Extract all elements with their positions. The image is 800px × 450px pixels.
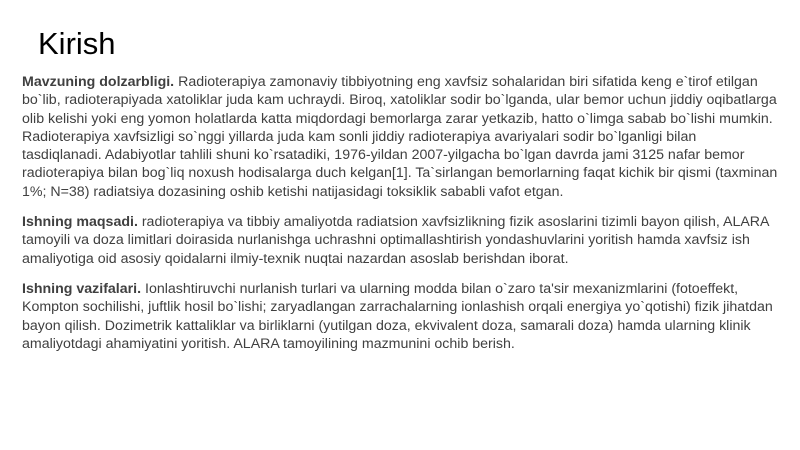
paragraph-text: Radioterapiya zamonaviy tibbiyotning eng xavfsiz sohalaridan biri sifatida keng e`tirof etilgan bo`lib, radioterapiyada xatoliklar juda kam uchraydi. Biroq, xatoliklar sodir bo`lganda, ular bemor uchun jiddiy oqibatlarga olib kelishi yoki eng yomon holatlarda katta miqdordagi bemorlarga zarar yetkazib, hatto o`limga sabab bo`lishi mumkin. Radioterapiya xavfsizligi so`nggi yillarda juda kam sonli jiddiy radioterapiya avariyalari sodir bo`lganligi bilan tasdiqlanadi. Adabiyotlar tahlili shuni ko`rsatadiki, 1976-yildan 2007-yilgacha bo`lgan davrda jami 3125 nafar bemor radioterapiya bilan bog`liq noxush hodisalarga duch kelgan[1]. Ta`sirlangan bemorlarning faqat kichik bir qismi (taxminan 1%; N=38) radiatsiya dozasining oshib ketishi natijasidagi toksiklik sababli vafot etgan. <box>22 74 778 200</box>
paragraph-text: radioterapiya va tibbiy amaliyotda radiatsion xavfsizlikning fizik asoslarini tizimli bayon qilish, ALARA tamoyili va doza limitlari doirasida nurlanishga uchrashni optimallashtirish yondashuvlarini yoritish hamda xavfsiz ish amaliyotiga oid asosiy qoidalarni ilmiy-texnik nuqtai nazardan asoslab berishdan iborat. <box>22 214 769 267</box>
paragraph-tasks <box>22 280 778 353</box>
paragraph-goal <box>22 213 778 268</box>
slide-body <box>22 73 778 365</box>
slide-title: Kirish <box>38 26 116 61</box>
paragraph-lead: Ishning vazifalari. <box>22 280 142 297</box>
paragraph-lead: Ishning maqsadi. <box>22 214 138 231</box>
paragraph-text: Ionlashtiruvchi nurlanish turlari va ularning modda bilan o`zaro ta'sir mexanizmlarini (fotoeffekt, Kompton sochilishi, juftlik hosil bo`lishi; zaryadlangan zarrachalarning ionlashish orqali energiya yo`qotishi) fizik jihatdan bayon qilish. Dozimetrik kattaliklar va birliklarni (yutilgan doza, ekvivalent doza, samarali doza) hamda ularning klinik amaliyotdagi ahamiyatini yoritish. ALARA tamoyilining mazmunini ochib berish. <box>22 280 773 352</box>
paragraph-relevance <box>22 73 778 201</box>
paragraph-lead: Mavzuning dolzarbligi. <box>22 74 175 90</box>
